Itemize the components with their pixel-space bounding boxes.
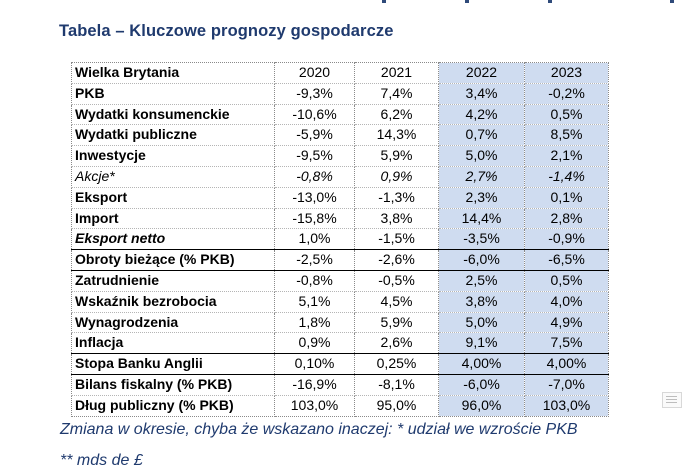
row-label: Zatrudnienie [72, 270, 275, 291]
table-row [72, 395, 609, 416]
cell-2020: 5,1% [275, 291, 355, 312]
cell-2022: 5,0% [439, 146, 525, 167]
table-row [72, 354, 609, 375]
table-row [72, 187, 609, 208]
cell-2022: -6,0% [439, 250, 525, 271]
table-row [72, 208, 609, 229]
cell-2023: 0,5% [525, 104, 609, 125]
cell-2020: 0,9% [275, 333, 355, 354]
row-label: Inwestycje [72, 146, 275, 167]
table-title: Tabela – Kluczowe prognozy gospodarcze [59, 22, 394, 40]
table-row [72, 146, 609, 167]
cell-2022: 4,00% [439, 354, 525, 375]
row-label: Wydatki konsumenckie [72, 104, 275, 125]
cell-2020: 1,8% [275, 312, 355, 333]
cell-2021: 14,3% [355, 125, 439, 146]
cell-2023: 2,1% [525, 146, 609, 167]
cell-2021: 5,9% [355, 146, 439, 167]
row-label: Import [72, 208, 275, 229]
table-row [72, 250, 609, 271]
row-label: Eksport [72, 187, 275, 208]
header-year-2023: 2023 [525, 63, 609, 84]
header-year-2021: 2021 [355, 63, 439, 84]
cell-2022: 0,7% [439, 125, 525, 146]
cell-2020: -5,9% [275, 125, 355, 146]
cell-2020: -15,8% [275, 208, 355, 229]
cell-2022: -3,5% [439, 229, 525, 250]
table-row [72, 291, 609, 312]
cell-2020: 103,0% [275, 395, 355, 416]
cell-2022: 2,3% [439, 187, 525, 208]
row-label: Wynagrodzenia [72, 312, 275, 333]
row-label: PKB [72, 83, 275, 104]
cell-2023: 2,8% [525, 208, 609, 229]
cell-2023: 7,5% [525, 333, 609, 354]
cell-2021: 4,5% [355, 291, 439, 312]
cell-2020: -0,8% [275, 166, 355, 187]
cropped-previous-text [370, 0, 687, 6]
row-label: Wskaźnik bezrobocia [72, 291, 275, 312]
table-row [72, 104, 609, 125]
cell-2020: 1,0% [275, 229, 355, 250]
cell-2022: 2,7% [439, 166, 525, 187]
cell-2023: -0,2% [525, 83, 609, 104]
table-row [72, 312, 609, 333]
header-year-2020: 2020 [275, 63, 355, 84]
cell-2020: -0,8% [275, 270, 355, 291]
cell-2022: -6,0% [439, 374, 525, 395]
cell-2023: 4,00% [525, 354, 609, 375]
cell-2021: 95,0% [355, 395, 439, 416]
cell-2022: 3,8% [439, 291, 525, 312]
row-label: Obroty bieżące (% PKB) [72, 250, 275, 271]
cell-2021: -8,1% [355, 374, 439, 395]
cell-2022: 14,4% [439, 208, 525, 229]
cell-2023: 103,0% [525, 395, 609, 416]
header-country: Wielka Brytania [72, 63, 275, 84]
cell-2021: 2,6% [355, 333, 439, 354]
row-label: Bilans fiskalny (% PKB) [72, 374, 275, 395]
row-label: Eksport netto [72, 229, 275, 250]
cell-2022: 3,4% [439, 83, 525, 104]
cell-2023: 0,1% [525, 187, 609, 208]
cell-2021: 6,2% [355, 104, 439, 125]
table-row [72, 270, 609, 291]
cell-2021: -1,5% [355, 229, 439, 250]
row-label: Dług publiczny (% PKB) [72, 395, 275, 416]
cell-2022: 2,5% [439, 270, 525, 291]
table-header-row [72, 63, 609, 84]
cell-2021: 7,4% [355, 83, 439, 104]
cell-2022: 4,2% [439, 104, 525, 125]
cell-2020: -2,5% [275, 250, 355, 271]
table-row [72, 333, 609, 354]
cell-2021: 0,25% [355, 354, 439, 375]
cell-2021: -0,5% [355, 270, 439, 291]
table-row [72, 125, 609, 146]
cell-2022: 96,0% [439, 395, 525, 416]
row-label: Akcje* [72, 166, 275, 187]
row-label: Wydatki publiczne [72, 125, 275, 146]
cell-2020: -9,5% [275, 146, 355, 167]
cell-2021: 5,9% [355, 312, 439, 333]
cell-2021: 3,8% [355, 208, 439, 229]
cell-2020: -13,0% [275, 187, 355, 208]
table-row [72, 166, 609, 187]
table-row [72, 83, 609, 104]
footnote-currency-unit: ** mds de £ [60, 452, 143, 469]
forecast-table [71, 62, 609, 417]
row-label: Stopa Banku Anglii [72, 354, 275, 375]
cell-2021: 0,9% [355, 166, 439, 187]
table-row [72, 229, 609, 250]
cell-2023: 8,5% [525, 125, 609, 146]
cell-2023: 0,5% [525, 270, 609, 291]
cell-2023: -7,0% [525, 374, 609, 395]
cell-2021: -1,3% [355, 187, 439, 208]
table-row [72, 374, 609, 395]
cell-2023: 4,0% [525, 291, 609, 312]
cell-2020: -16,9% [275, 374, 355, 395]
cell-2021: -2,6% [355, 250, 439, 271]
cell-2023: -0,9% [525, 229, 609, 250]
cell-2022: 9,1% [439, 333, 525, 354]
footnote-period-change: Zmiana w okresie, chyba że wskazano inaczej: * udział we wzroście PKB [60, 421, 578, 438]
cell-2020: -10,6% [275, 104, 355, 125]
cell-2023: 4,9% [525, 312, 609, 333]
text-lines-icon[interactable] [662, 392, 682, 408]
cell-2023: -6,5% [525, 250, 609, 271]
cell-2020: -9,3% [275, 83, 355, 104]
header-year-2022: 2022 [439, 63, 525, 84]
cell-2023: -1,4% [525, 166, 609, 187]
cell-2022: 5,0% [439, 312, 525, 333]
cell-2020: 0,10% [275, 354, 355, 375]
row-label: Inflacja [72, 333, 275, 354]
